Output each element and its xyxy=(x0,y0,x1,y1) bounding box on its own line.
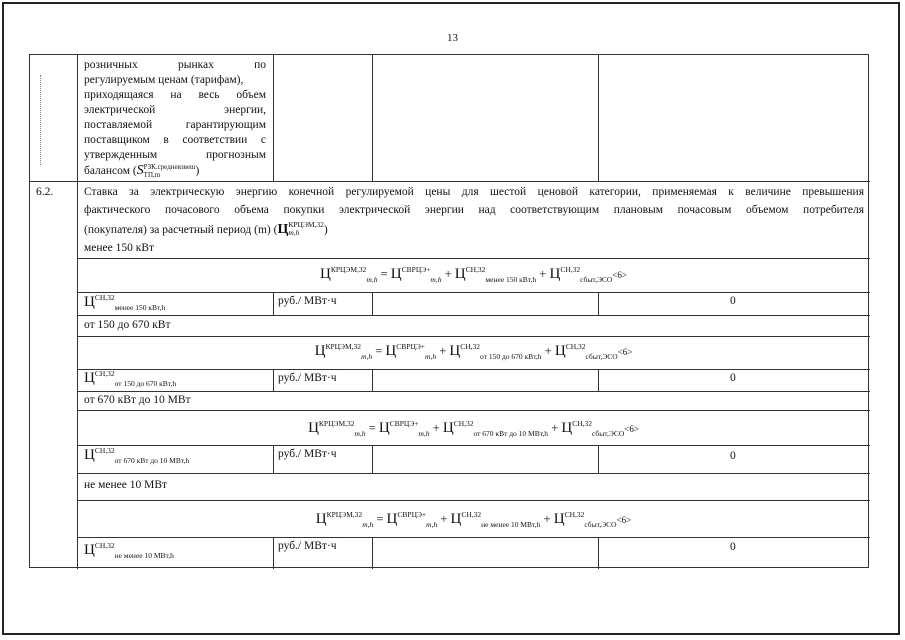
col-divider xyxy=(372,292,373,315)
col-divider xyxy=(273,369,274,391)
capacity-label: от 670 кВт до 10 МВт xyxy=(84,394,191,406)
section-title-line: фактического почасового объема покупки электрической энергии над соответствующим плановым почасовым объемом потребителя xyxy=(84,204,864,216)
tariff-value: 0 xyxy=(730,450,736,462)
col-divider xyxy=(273,445,274,473)
row-divider xyxy=(77,445,870,446)
margin-dots xyxy=(40,75,41,165)
text-line: приходящаяся на весь объем xyxy=(84,89,266,101)
text-line: поставляемой гарантирующим xyxy=(84,119,266,131)
page-number: 13 xyxy=(447,32,458,44)
text-line: поставщиком в соответствии с xyxy=(84,134,266,146)
col-divider xyxy=(273,292,274,315)
price-formula: $Ц^{КРЦЭМ,32}_{m,h} = Ц^{СВРЦЭ+}_{m,h} + Ц^{СН,32}_{не менее 10 МВт,h} + Ц^{СН,32}_{сбыт,ЭСО}<6>$ xyxy=(315,510,632,529)
text-line: розничных рынках по xyxy=(84,59,266,71)
text-line: электрической энергии, xyxy=(84,104,266,116)
price-formula: $Ц^{КРЦЭМ,32}_{m,h} = Ц^{СВРЦЭ+}_{m,h} + Ц^{СН,32}_{от 670 кВт до 10 МВт,h} + Ц^{СН,32}_{сбыт,ЭСО}<6>$ xyxy=(308,419,639,438)
col-divider xyxy=(372,369,373,391)
row-divider xyxy=(30,181,870,182)
row-divider xyxy=(77,473,870,474)
section-number: 6.2. xyxy=(36,186,54,198)
col-divider xyxy=(273,537,274,569)
tariff-value: 0 xyxy=(730,295,736,307)
row-divider xyxy=(77,315,870,316)
tariff-table xyxy=(29,54,869,568)
tariff-symbol: $Ц^{СН,32}_{менее 150 кВт,h}$ xyxy=(84,293,166,312)
col-divider xyxy=(598,369,599,391)
tariff-symbol: $Ц^{СН,32}_{от 670 кВт до 10 МВт,h}$ xyxy=(84,446,190,465)
unit-label: руб./ МВт·ч xyxy=(278,372,337,384)
capacity-label: от 150 до 670 кВт xyxy=(84,319,171,331)
section-title-line: (покупателя) за расчетный период (m) (Ц КРЦЭМ,32 m,h ) xyxy=(84,220,328,237)
capacity-label: менее 150 кВт xyxy=(84,242,155,254)
tariff-symbol: $Ц^{СН,32}_{от 150 до 670 кВт,h}$ xyxy=(84,369,177,388)
text-line: регулируемым ценам (тарифам), xyxy=(84,74,244,86)
col-divider xyxy=(77,55,78,569)
capacity-label: не менее 10 МВт xyxy=(84,479,168,491)
unit-label: руб./ МВт·ч xyxy=(278,448,337,460)
col-divider xyxy=(598,537,599,569)
row-divider xyxy=(77,336,870,337)
row-divider xyxy=(77,537,870,538)
row-divider xyxy=(77,391,870,392)
col-divider xyxy=(372,55,373,181)
section-title-line: Ставка за электрическую энергию конечной регулируемой цены для шестой ценовой категории, применяемая к величине превышения xyxy=(84,186,864,198)
price-formula: $Ц^{КРЦЭМ,32}_{m,h} = Ц^{СВРЦЭ+}_{m,h} + Ц^{СН,32}_{менее 150 кВт,h} + Ц^{СН,32}_{сбыт,ЭСО}<6>$ xyxy=(320,265,627,284)
row-divider xyxy=(77,500,870,501)
unit-label: руб./ МВт·ч xyxy=(278,540,337,552)
price-formula: $Ц^{КРЦЭМ,32}_{m,h} = Ц^{СВРЦЭ+}_{m,h} + Ц^{СН,32}_{от 150 до 670 кВт,h} + Ц^{СН,32}_{сбыт,ЭСО}<6>$ xyxy=(314,342,633,361)
col-divider xyxy=(598,292,599,315)
text-line-balance: балансом (S РЗК.средневзвеш ТП,m ) xyxy=(84,163,200,179)
unit-label: руб./ МВт·ч xyxy=(278,295,337,307)
col-divider xyxy=(598,55,599,181)
row-divider xyxy=(77,292,870,293)
col-divider xyxy=(598,445,599,473)
row-divider xyxy=(77,258,870,259)
tariff-symbol: $Ц^{СН,32}_{не менее 10 МВт,h}$ xyxy=(84,541,174,560)
text-line: утвержденным прогнозным xyxy=(84,149,266,161)
tariff-value: 0 xyxy=(730,372,736,384)
tariff-value: 0 xyxy=(730,541,736,553)
col-divider xyxy=(372,445,373,473)
col-divider xyxy=(372,537,373,569)
row-divider xyxy=(77,410,870,411)
row-divider xyxy=(77,369,870,370)
